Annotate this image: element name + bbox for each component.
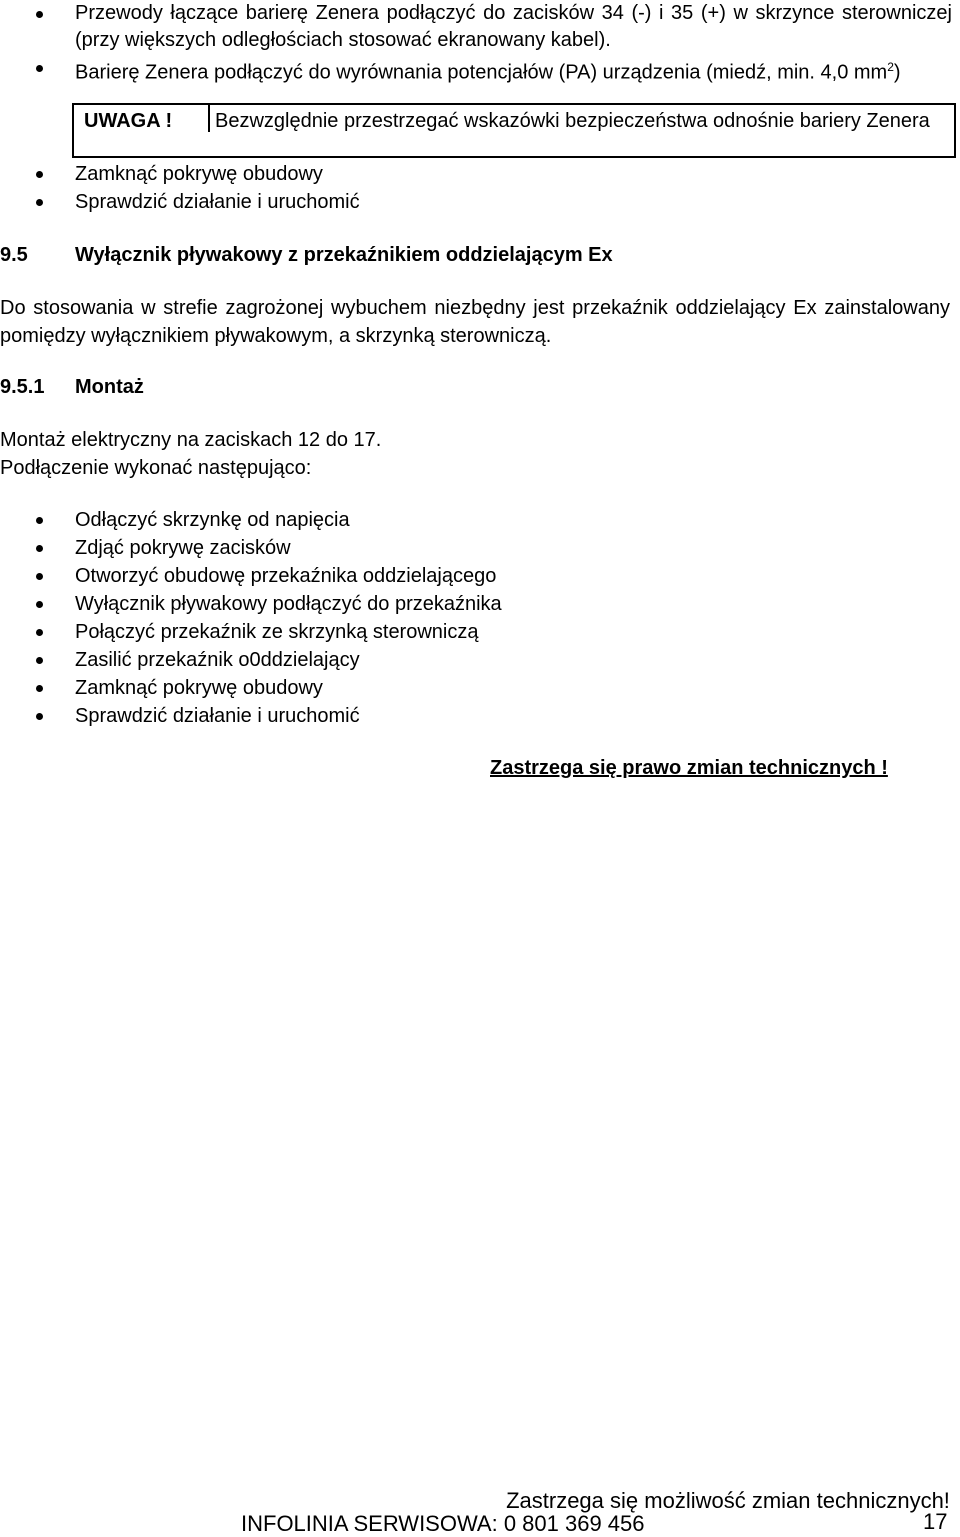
list-item: Połączyć przekaźnik ze skrzynką sterowniczą xyxy=(0,618,952,646)
reserve-notice: Zastrzega się prawo zmian technicznych ! xyxy=(490,757,888,779)
footer-bar xyxy=(0,1511,960,1537)
list-item: Zamknąć pokrywę obudowy xyxy=(0,160,952,188)
subsection-number: 9.5.1 xyxy=(0,376,45,398)
superscript: 2 xyxy=(887,60,894,74)
warning-divider xyxy=(208,105,210,132)
list-item-text: Przewody łączące barierę Zenera podłączyć do zacisków 34 (-) i 35 (+) w skrzynce sterowniczej (przy większych odległościach stosować ekranowany kabel). xyxy=(75,2,952,51)
warning-box xyxy=(72,103,956,158)
footer-hotline: INFOLINIA SERWISOWA: 0 801 369 456 xyxy=(241,1511,645,1536)
list-item: Odłączyć skrzynkę od napięcia xyxy=(0,506,952,534)
section-title: Wyłącznik pływakowy z przekaźnikiem oddzielającym Ex xyxy=(75,244,613,266)
list-item-text-main: Barierę Zenera podłączyć do wyrównania potencjałów (PA) urządzenia (miedź, min. 4,0 mm xyxy=(75,61,888,84)
list-item-text xyxy=(75,54,952,87)
list-item-text-end: ) xyxy=(893,61,901,84)
list-item: Zamknąć pokrywę obudowy xyxy=(0,674,952,702)
warning-text: Bezwzględnie przestrzegać wskazówki bezpieczeństwa odnośnie bariery Zenera xyxy=(215,110,930,132)
subsection-heading xyxy=(0,373,144,401)
section-paragraph: Do stosowania w strefie zagrożonej wybuchem niezbędny jest przekaźnik oddzielający Ex zainstalowany pomiędzy wyłącznikiem pływakowym, a skrzynką sterowniczą. xyxy=(0,297,950,347)
section-number: 9.5 xyxy=(0,244,28,266)
list-item: Zdjąć pokrywę zacisków xyxy=(0,534,952,562)
list-item xyxy=(0,54,952,87)
list-item: Wyłącznik pływakowy podłączyć do przekaźnika xyxy=(0,590,952,618)
page-number: 17 xyxy=(923,1509,948,1534)
after-warning-list xyxy=(0,160,952,216)
list-item: Zasilić przekaźnik o0ddzielający xyxy=(0,646,952,674)
list-item: Otworzyć obudowę przekaźnika oddzielającego xyxy=(0,562,952,590)
section-heading xyxy=(0,241,613,269)
mounting-line: Montaż elektryczny na zaciskach 12 do 17. xyxy=(0,429,382,451)
footer-notice: Zastrzega się możliwość zmian technicznych! xyxy=(506,1488,950,1513)
warning-label: UWAGA ! xyxy=(84,110,173,132)
connection-intro: Podłączenie wykonać następująco: xyxy=(0,457,312,479)
list-item: Sprawdzić działanie i uruchomić xyxy=(0,188,952,216)
steps-list xyxy=(0,506,952,730)
list-item xyxy=(0,0,952,54)
subsection-title: Montaż xyxy=(75,376,144,398)
list-item: Sprawdzić działanie i uruchomić xyxy=(0,702,952,730)
top-bullet-list xyxy=(0,0,952,87)
